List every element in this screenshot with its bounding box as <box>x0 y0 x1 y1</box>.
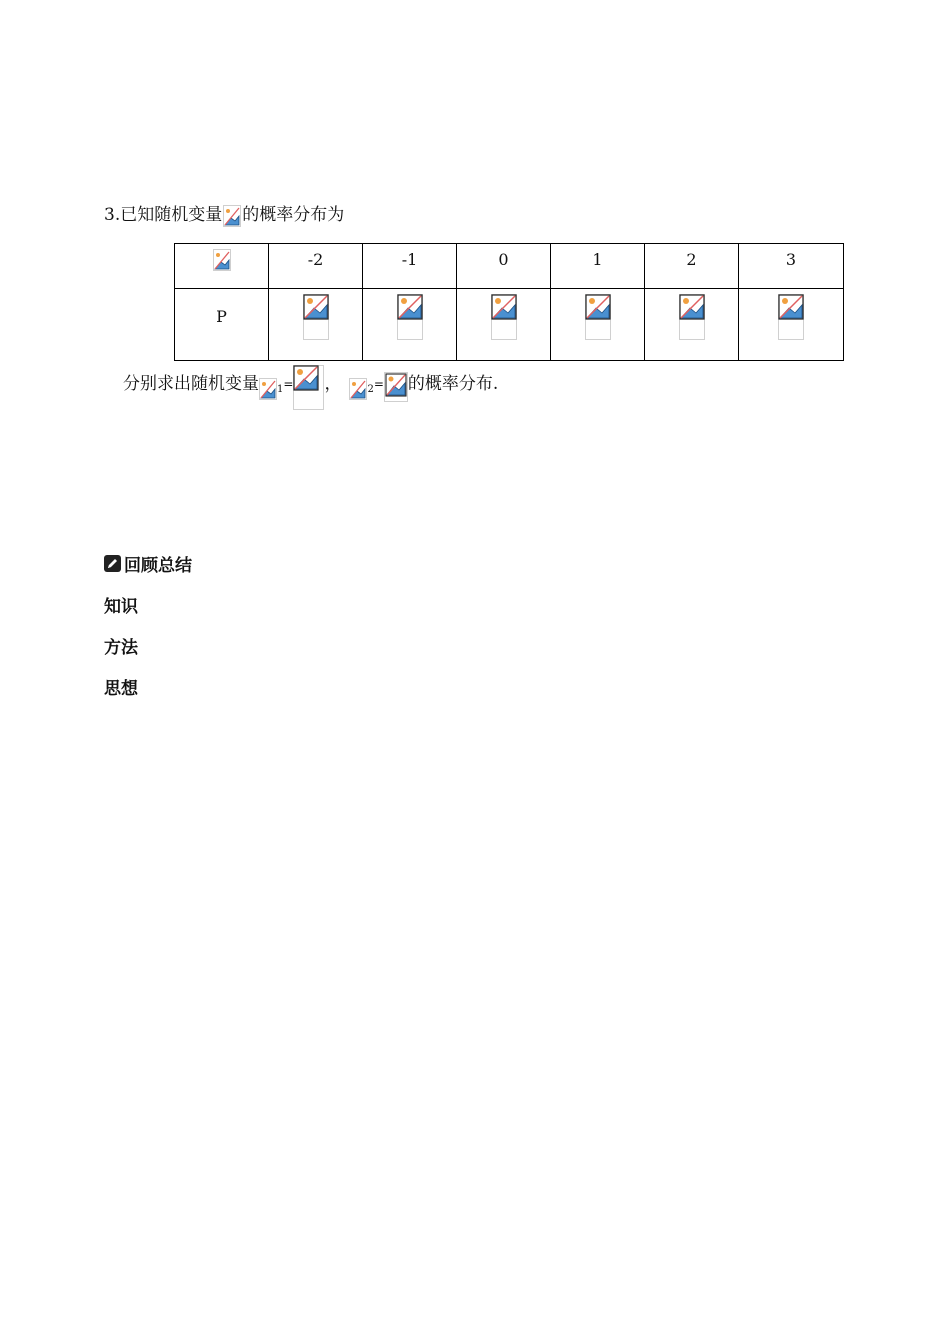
table-row <box>175 289 844 361</box>
table-cell: -1 <box>363 244 457 289</box>
followup-text-after: 的概率分布. <box>407 374 499 394</box>
table-cell <box>457 289 551 361</box>
broken-image-icon <box>259 378 277 400</box>
review-title: 回顾总结 <box>124 556 192 576</box>
subscript-1: 1 <box>277 384 284 395</box>
broken-image-icon <box>293 365 324 410</box>
table-cell-variable <box>175 244 269 289</box>
table-cell: 1 <box>551 244 645 289</box>
broken-image-icon <box>397 294 423 340</box>
equals-1: = <box>283 377 294 391</box>
table-cell <box>645 289 739 361</box>
table-cell <box>739 289 844 361</box>
followup-line <box>123 366 498 417</box>
table-cell: 0 <box>457 244 551 289</box>
broken-image-icon <box>491 294 517 340</box>
probability-table <box>174 243 844 361</box>
table-cell: 2 <box>645 244 739 289</box>
pencil-icon <box>104 555 121 572</box>
broken-image-icon <box>585 294 611 340</box>
question-text-before: 已知随机变量 <box>120 205 223 225</box>
broken-image-icon <box>679 294 705 340</box>
equals-2: = <box>373 377 384 391</box>
p-label: P <box>216 307 227 326</box>
broken-image-icon <box>213 249 231 271</box>
broken-image-icon <box>223 205 241 227</box>
table-cell <box>269 289 363 361</box>
review-item-thought: 思想 <box>104 679 138 699</box>
table-cell-p-label <box>175 289 269 361</box>
table-cell <box>551 289 645 361</box>
broken-image-icon <box>778 294 804 340</box>
table-cell: 3 <box>739 244 844 289</box>
broken-image-icon <box>384 372 408 402</box>
question-text-after: 的概率分布为 <box>242 205 345 225</box>
table-cell: -2 <box>269 244 363 289</box>
review-section <box>104 543 192 707</box>
subscript-2: 2 <box>367 384 374 395</box>
broken-image-icon <box>303 294 329 340</box>
followup-text-before: 分别求出随机变量 <box>123 374 259 394</box>
review-item-knowledge: 知识 <box>104 597 138 617</box>
review-item-method: 方法 <box>104 638 138 658</box>
review-heading <box>104 543 192 584</box>
table-cell <box>363 289 457 361</box>
broken-image-icon <box>349 378 367 400</box>
comma: ， <box>324 374 342 394</box>
question-3 <box>104 203 344 227</box>
question-number: 3. <box>104 205 121 225</box>
table-row <box>175 244 844 289</box>
